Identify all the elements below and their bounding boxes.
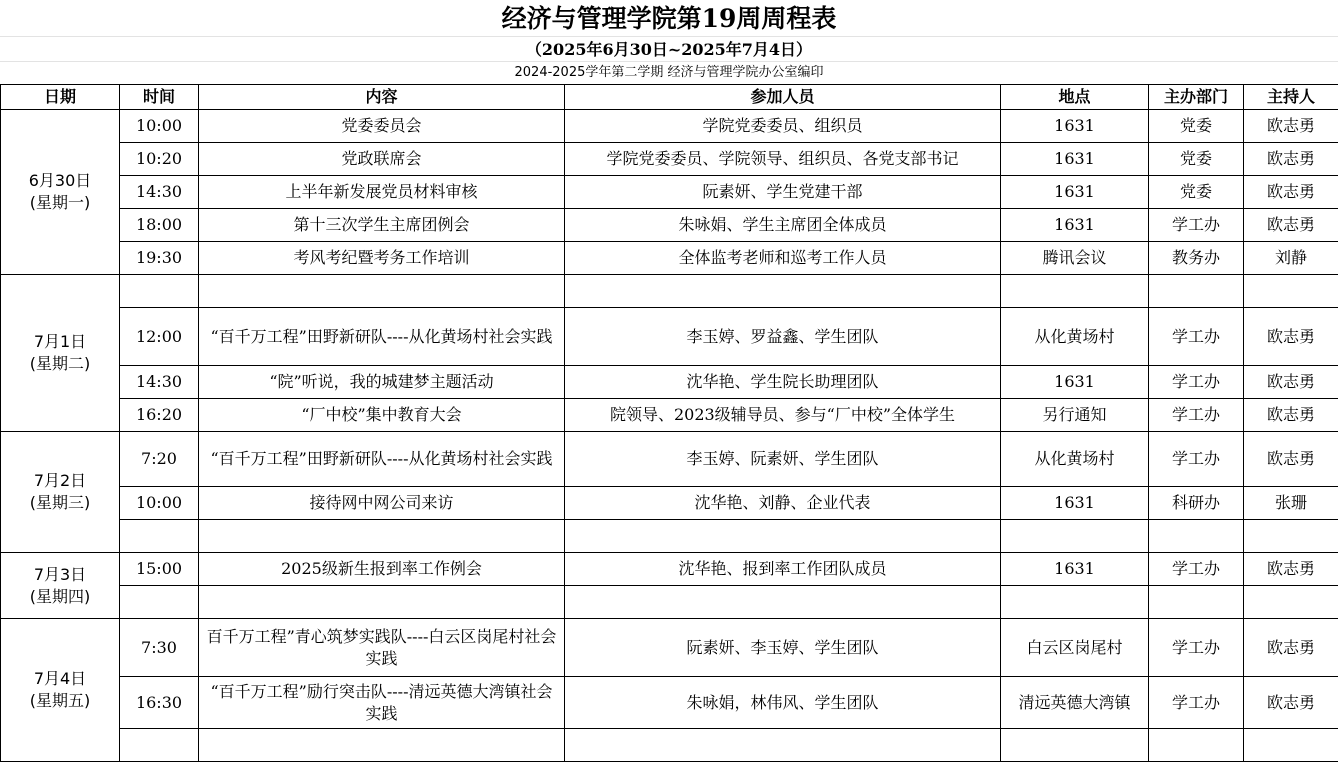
location-cell: 从化黄场村: [1001, 432, 1149, 487]
dept-cell: 学工办: [1149, 619, 1244, 677]
table-row: [1, 308, 1338, 366]
location-cell: 1631: [1001, 143, 1149, 176]
host-cell: 欧志勇: [1244, 110, 1338, 143]
date-cell: [1, 619, 120, 762]
location-cell: 1631: [1001, 366, 1149, 399]
participants-cell: [565, 520, 1001, 553]
time-cell: 7:20: [120, 432, 199, 487]
content-cell: [199, 586, 565, 619]
host-cell: [1244, 729, 1338, 762]
host-cell: 欧志勇: [1244, 366, 1338, 399]
participants-cell: 李玉婷、罗益鑫、学生团队: [565, 308, 1001, 366]
content-cell: “百千万工程”田野新研队----从化黄场村社会实践: [199, 432, 565, 487]
time-cell: 16:20: [120, 399, 199, 432]
content-cell: 第十三次学生主席团例会: [199, 209, 565, 242]
col-header-host: 主持人: [1244, 85, 1338, 110]
dept-cell: [1149, 275, 1244, 308]
dept-cell: 学工办: [1149, 677, 1244, 729]
participants-cell: 朱咏娟、学生主席团全体成员: [565, 209, 1001, 242]
content-cell: 接待网中网公司来访: [199, 487, 565, 520]
location-cell: 腾讯会议: [1001, 242, 1149, 275]
table-row: [1, 729, 1338, 762]
dept-cell: 科研办: [1149, 487, 1244, 520]
time-cell: [120, 586, 199, 619]
location-cell: 清远英德大湾镇: [1001, 677, 1149, 729]
dept-cell: 学工办: [1149, 366, 1244, 399]
table-row: [1, 275, 1338, 308]
col-header-dept: 主办部门: [1149, 85, 1244, 110]
content-cell: “厂中校”集中教育大会: [199, 399, 565, 432]
weekday-label: (星期二): [5, 353, 115, 375]
host-cell: 欧志勇: [1244, 209, 1338, 242]
content-cell: “百千万工程”励行突击队----清远英德大湾镇社会实践: [199, 677, 565, 729]
table-row: [1, 553, 1338, 586]
date-cell: [1, 553, 120, 619]
time-cell: 12:00: [120, 308, 199, 366]
issuer-note: 2024-2025学年第二学期 经济与管理学院办公室编印: [0, 62, 1338, 84]
host-cell: 欧志勇: [1244, 553, 1338, 586]
table-row: [1, 399, 1338, 432]
host-cell: 欧志勇: [1244, 399, 1338, 432]
date-cell: [1, 432, 120, 553]
participants-cell: 李玉婷、阮素妍、学生团队: [565, 432, 1001, 487]
location-cell: 1631: [1001, 553, 1149, 586]
location-cell: [1001, 275, 1149, 308]
time-cell: 7:30: [120, 619, 199, 677]
content-cell: 考风考纪暨考务工作培训: [199, 242, 565, 275]
time-cell: [120, 275, 199, 308]
date-label: 6月30日: [5, 170, 115, 192]
time-cell: 16:30: [120, 677, 199, 729]
dept-cell: [1149, 586, 1244, 619]
dept-cell: [1149, 520, 1244, 553]
dept-cell: 学工办: [1149, 432, 1244, 487]
dept-cell: 党委: [1149, 110, 1244, 143]
host-cell: 欧志勇: [1244, 308, 1338, 366]
content-cell: 党政联席会: [199, 143, 565, 176]
participants-cell: 沈华艳、报到率工作团队成员: [565, 553, 1001, 586]
location-cell: 另行通知: [1001, 399, 1149, 432]
time-cell: 14:30: [120, 366, 199, 399]
dept-cell: 学工办: [1149, 209, 1244, 242]
dept-cell: [1149, 729, 1244, 762]
location-cell: [1001, 729, 1149, 762]
time-cell: 10:20: [120, 143, 199, 176]
weekday-label: (星期五): [5, 690, 115, 712]
schedule-table: [0, 84, 1338, 762]
location-cell: 1631: [1001, 110, 1149, 143]
host-cell: [1244, 275, 1338, 308]
participants-cell: 学院党委委员、组织员: [565, 110, 1001, 143]
content-cell: 2025级新生报到率工作例会: [199, 553, 565, 586]
time-cell: 10:00: [120, 487, 199, 520]
date-label: 7月1日: [5, 331, 115, 353]
host-cell: 欧志勇: [1244, 432, 1338, 487]
location-cell: 1631: [1001, 487, 1149, 520]
col-header-date: 日期: [1, 85, 120, 110]
dept-cell: 学工办: [1149, 308, 1244, 366]
content-cell: 党委委员会: [199, 110, 565, 143]
content-cell: [199, 729, 565, 762]
host-cell: 刘静: [1244, 242, 1338, 275]
time-cell: 10:00: [120, 110, 199, 143]
participants-cell: 学院党委委员、学院领导、组织员、各党支部书记: [565, 143, 1001, 176]
host-cell: 欧志勇: [1244, 176, 1338, 209]
table-row: [1, 677, 1338, 729]
dept-cell: 教务办: [1149, 242, 1244, 275]
participants-cell: 阮素妍、李玉婷、学生团队: [565, 619, 1001, 677]
location-cell: 白云区岗尾村: [1001, 619, 1149, 677]
host-cell: 欧志勇: [1244, 619, 1338, 677]
participants-cell: 阮素妍、学生党建干部: [565, 176, 1001, 209]
location-cell: [1001, 586, 1149, 619]
table-row: [1, 586, 1338, 619]
location-cell: 1631: [1001, 176, 1149, 209]
table-row: [1, 176, 1338, 209]
participants-cell: 沈华艳、刘静、企业代表: [565, 487, 1001, 520]
time-cell: 15:00: [120, 553, 199, 586]
col-header-location: 地点: [1001, 85, 1149, 110]
table-row: [1, 143, 1338, 176]
host-cell: 张珊: [1244, 487, 1338, 520]
col-header-content: 内容: [199, 85, 565, 110]
table-row: [1, 487, 1338, 520]
time-cell: [120, 520, 199, 553]
dept-cell: 学工办: [1149, 399, 1244, 432]
participants-cell: [565, 586, 1001, 619]
time-cell: 14:30: [120, 176, 199, 209]
weekday-label: (星期三): [5, 492, 115, 514]
participants-cell: [565, 275, 1001, 308]
host-cell: [1244, 586, 1338, 619]
header-row: [1, 85, 1338, 110]
host-cell: [1244, 520, 1338, 553]
time-cell: 18:00: [120, 209, 199, 242]
weekday-label: (星期一): [5, 192, 115, 214]
participants-cell: 沈华艳、学生院长助理团队: [565, 366, 1001, 399]
location-cell: 从化黄场村: [1001, 308, 1149, 366]
participants-cell: 朱咏娟，林伟风、学生团队: [565, 677, 1001, 729]
content-cell: 百千万工程”青心筑梦实践队----白云区岗尾村社会实践: [199, 619, 565, 677]
date-range-subtitle: （2025年6月30日~2025年7月4日）: [0, 37, 1338, 62]
time-cell: 19:30: [120, 242, 199, 275]
date-cell: [1, 275, 120, 432]
table-row: [1, 242, 1338, 275]
dept-cell: 党委: [1149, 143, 1244, 176]
table-row: [1, 432, 1338, 487]
participants-cell: 全体监考老师和巡考工作人员: [565, 242, 1001, 275]
date-label: 7月3日: [5, 564, 115, 586]
col-header-participants: 参加人员: [565, 85, 1001, 110]
page-title: 经济与管理学院第19周周程表: [0, 0, 1338, 37]
table-row: [1, 619, 1338, 677]
table-row: [1, 366, 1338, 399]
table-row: [1, 520, 1338, 553]
weekday-label: (星期四): [5, 586, 115, 608]
location-cell: [1001, 520, 1149, 553]
content-cell: “院”听说，我的城建梦主题活动: [199, 366, 565, 399]
host-cell: 欧志勇: [1244, 677, 1338, 729]
participants-cell: 院领导、2023级辅导员、参与“厂中校”全体学生: [565, 399, 1001, 432]
date-label: 7月2日: [5, 470, 115, 492]
col-header-time: 时间: [120, 85, 199, 110]
date-label: 7月4日: [5, 668, 115, 690]
location-cell: 1631: [1001, 209, 1149, 242]
time-cell: [120, 729, 199, 762]
participants-cell: [565, 729, 1001, 762]
table-row: [1, 209, 1338, 242]
date-cell: [1, 110, 120, 275]
host-cell: 欧志勇: [1244, 143, 1338, 176]
content-cell: [199, 520, 565, 553]
schedule-body: [1, 110, 1338, 762]
content-cell: [199, 275, 565, 308]
content-cell: 上半年新发展党员材料审核: [199, 176, 565, 209]
table-row: [1, 110, 1338, 143]
content-cell: “百千万工程”田野新研队----从化黄场村社会实践: [199, 308, 565, 366]
dept-cell: 学工办: [1149, 553, 1244, 586]
dept-cell: 党委: [1149, 176, 1244, 209]
